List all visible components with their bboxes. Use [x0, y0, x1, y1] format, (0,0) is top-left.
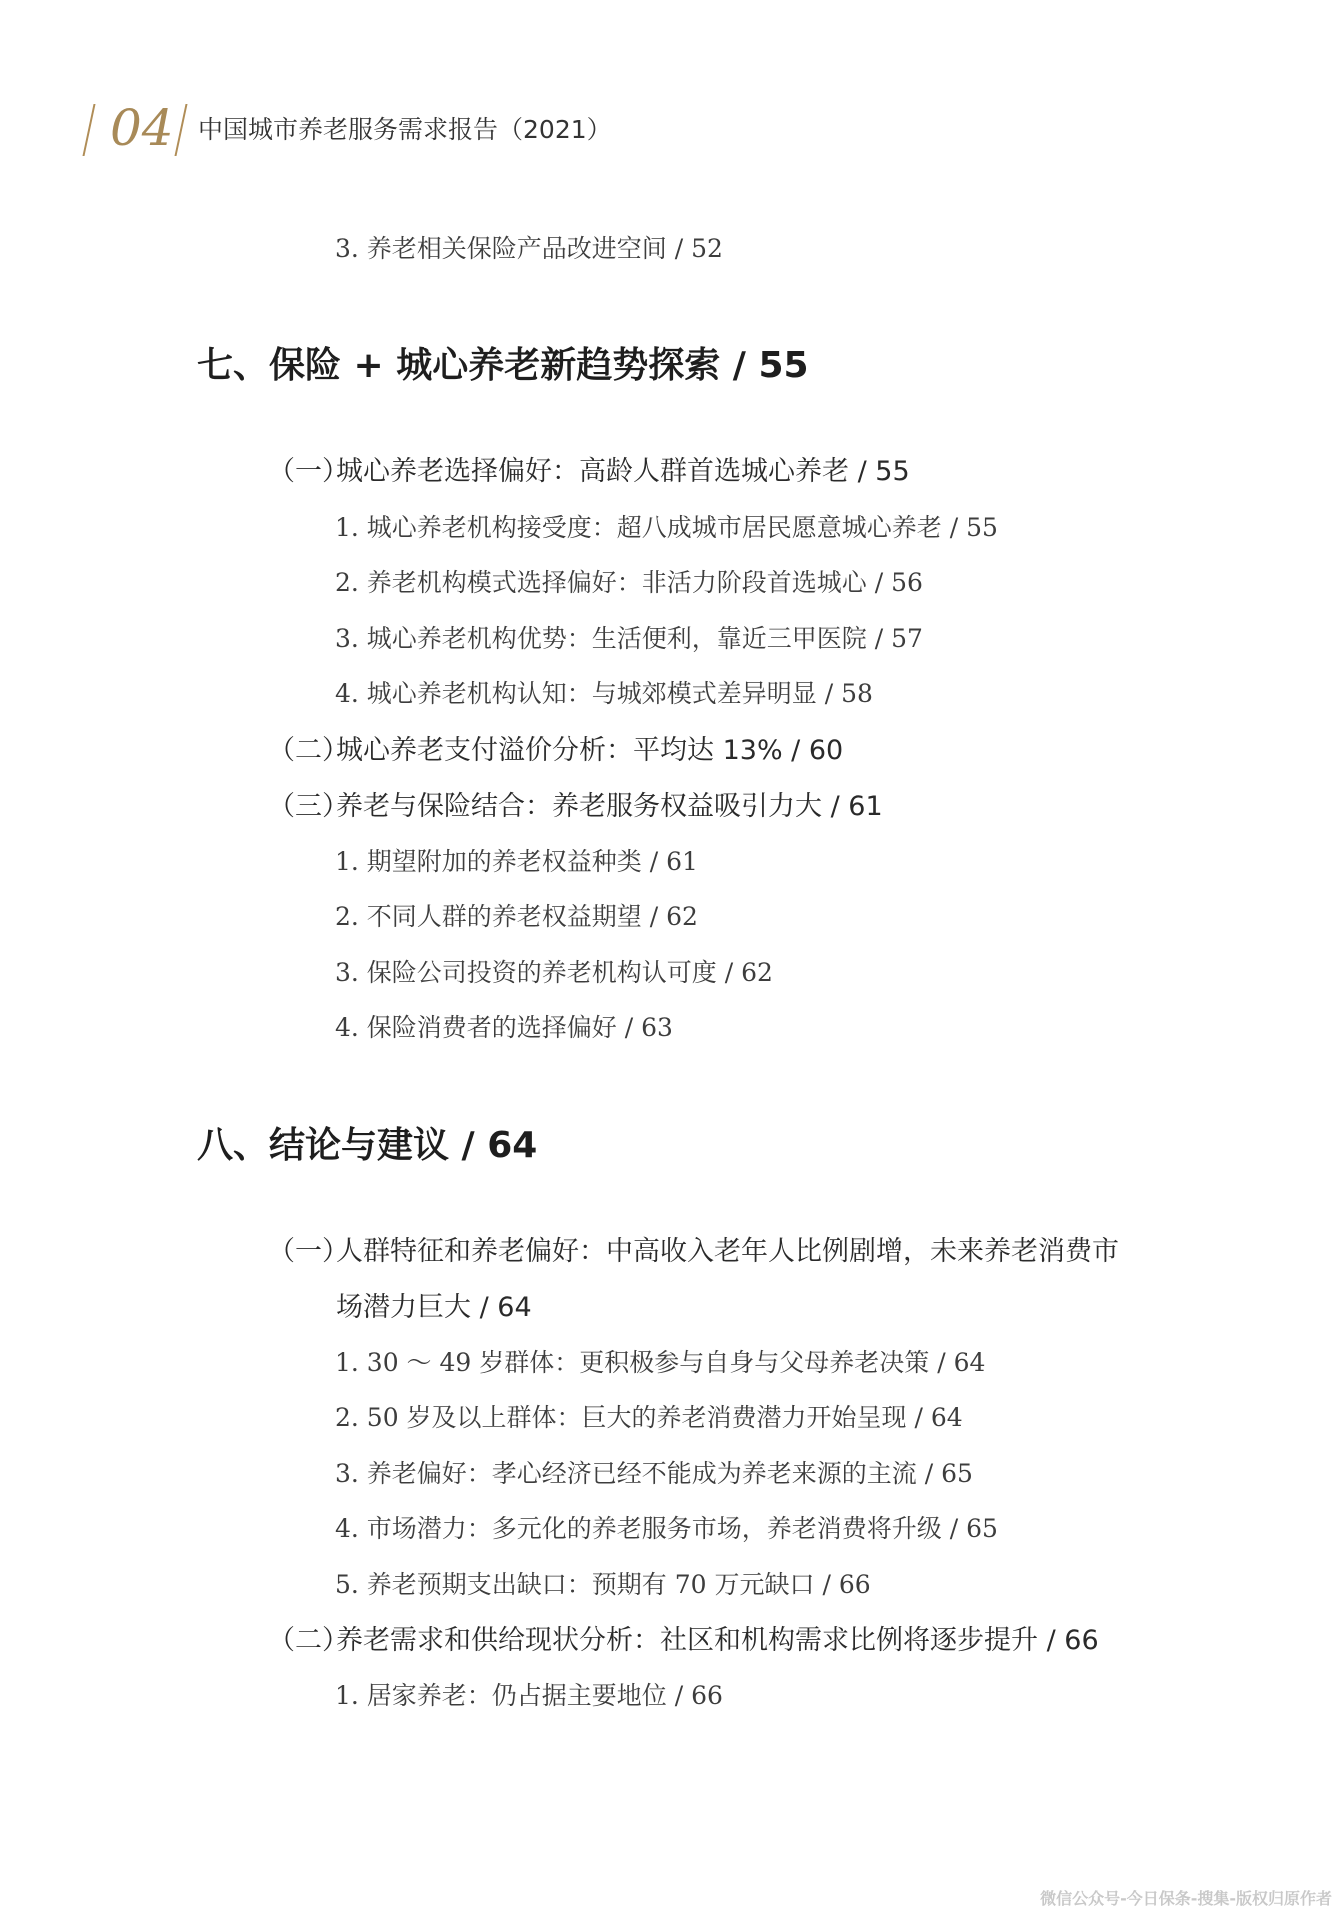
page-header — [0, 100, 1338, 160]
section-label: （二） — [268, 735, 349, 766]
header-slash-left — [82, 104, 95, 156]
chapter-8-title: 八、结论与建议 / 64 — [197, 1125, 538, 1166]
toc-item: 3. 城心养老机构优势：生活便利，靠近三甲医院 / 57 — [335, 624, 923, 653]
toc-item: 1. 居家养老：仍占据主要地位 / 66 — [335, 1681, 723, 1710]
page-number: 04 — [110, 99, 174, 157]
toc-item: 4. 城心养老机构认知：与城郊模式差异明显 / 58 — [335, 679, 873, 708]
toc-item: 2. 不同人群的养老权益期望 / 62 — [335, 902, 698, 931]
toc-item: 1. 城心养老机构接受度：超八成城市居民愿意城心养老 / 55 — [335, 513, 998, 542]
chapter-7-title: 七、保险 + 城心养老新趋势探索 / 55 — [197, 345, 809, 386]
section-text: 人群特征和养老偏好：中高收入老年人比例剧增，未来养老消费市 — [336, 1236, 1119, 1267]
toc-item: 1. 期望附加的养老权益种类 / 61 — [335, 847, 698, 876]
toc-item: 3. 养老偏好：孝心经济已经不能成为养老来源的主流 / 65 — [335, 1459, 973, 1488]
section-text: 养老需求和供给现状分析：社区和机构需求比例将逐步提升 / 66 — [336, 1625, 1099, 1656]
section-text: 城心养老支付溢价分析：平均达 13% / 60 — [336, 735, 844, 766]
toc-item: 2. 养老机构模式选择偏好：非活力阶段首选城心 / 56 — [335, 568, 923, 597]
section-label: （一） — [268, 1236, 349, 1267]
report-title: 中国城市养老服务需求报告（2021） — [198, 115, 612, 144]
toc-item: 5. 养老预期支出缺口：预期有 70 万元缺口 / 66 — [335, 1570, 871, 1599]
header-slash-right — [174, 104, 187, 156]
section-label: （一） — [268, 456, 349, 487]
toc-item: 4. 保险消费者的选择偏好 / 63 — [335, 1013, 673, 1042]
toc-item: 1. 30 ～ 49 岁群体：更积极参与自身与父母养老决策 / 64 — [335, 1348, 986, 1377]
toc-item: 4. 市场潜力：多元化的养老服务市场，养老消费将升级 / 65 — [335, 1514, 998, 1543]
section-label: （二） — [268, 1625, 349, 1656]
toc-item: 3. 养老相关保险产品改进空间 / 52 — [335, 234, 723, 263]
section-text-continued: 场潜力巨大 / 64 — [336, 1292, 532, 1323]
section-label: （三） — [268, 791, 349, 822]
toc-item: 2. 50 岁及以上群体：巨大的养老消费潜力开始呈现 / 64 — [335, 1403, 963, 1432]
section-text: 城心养老选择偏好：高龄人群首选城心养老 / 55 — [336, 456, 910, 487]
section-text: 养老与保险结合：养老服务权益吸引力大 / 61 — [336, 791, 883, 822]
watermark: 微信公众号-今日保条-搜集-版权归原作者 — [1040, 1889, 1332, 1908]
toc-item: 3. 保险公司投资的养老机构认可度 / 62 — [335, 958, 773, 987]
